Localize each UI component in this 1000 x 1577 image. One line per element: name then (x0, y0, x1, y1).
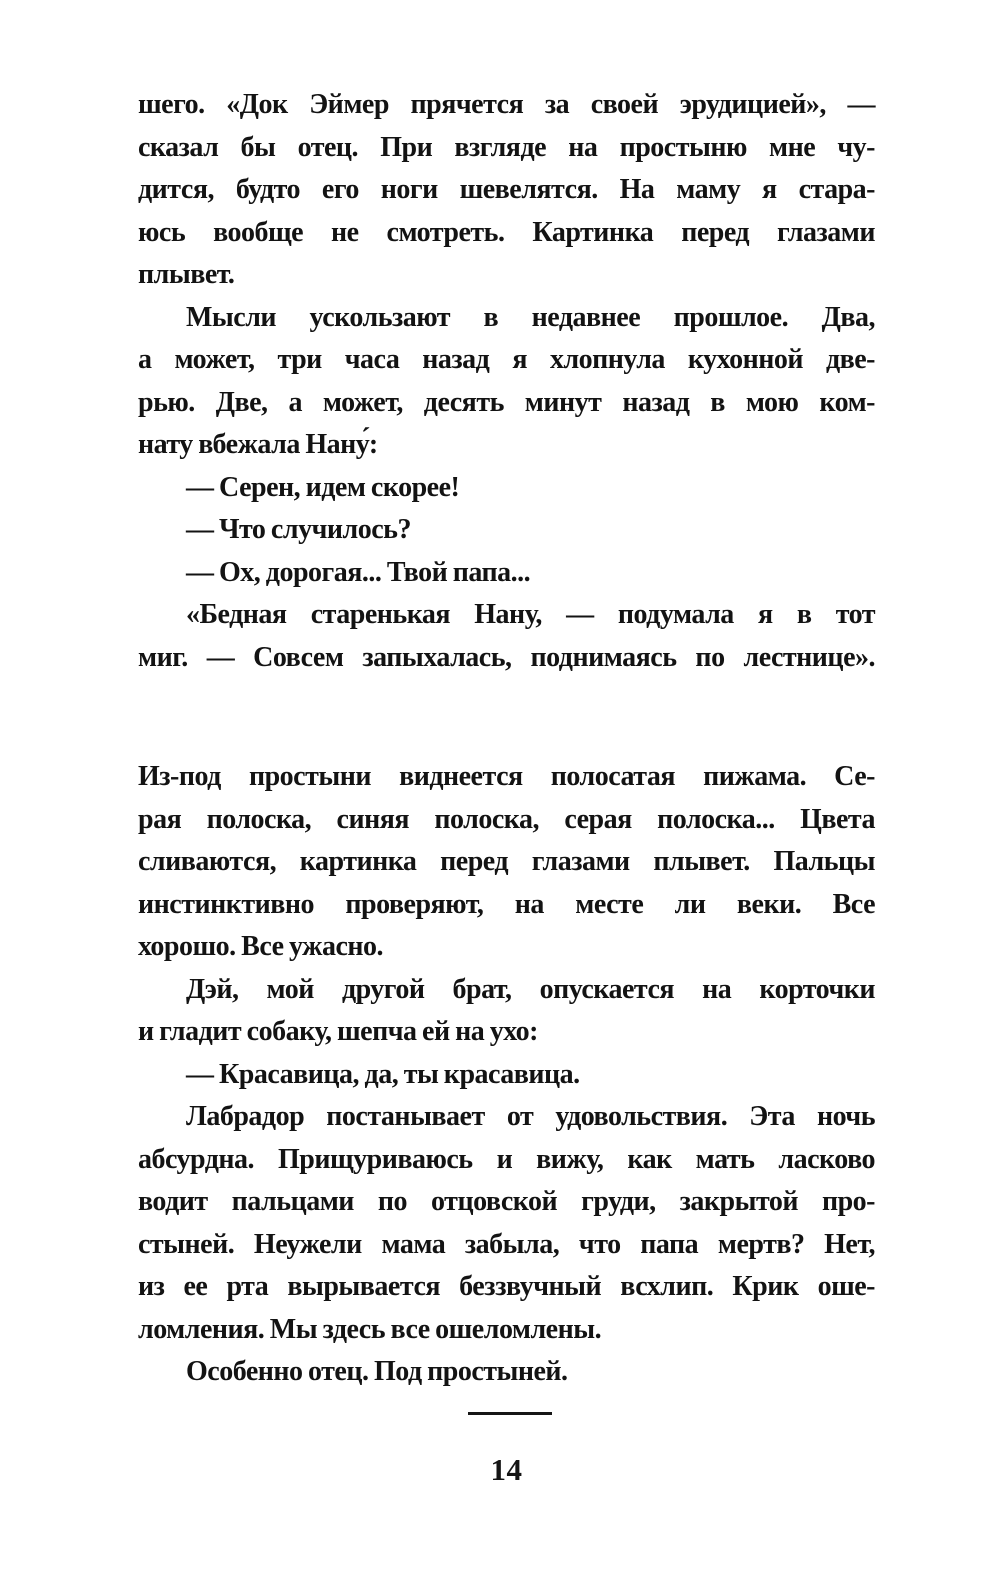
page-number: 14 (490, 1452, 523, 1487)
text-line: нату вбежала Нану́: (138, 429, 378, 460)
paragraph (138, 552, 875, 595)
text-line: водит пальцами по отцовской груди, закрытой про- (138, 1186, 875, 1217)
text-line: абсурдна. Прищуриваюсь и вижу, как мать ласково (138, 1143, 875, 1175)
paragraph (138, 1351, 875, 1394)
text-line: хорошо. Все ужасно. (138, 931, 384, 962)
paragraph (138, 969, 875, 1054)
text-line: ломления. Мы здесь все ошеломлены. (138, 1313, 602, 1345)
text-line: рью. Две, а может, десять минут назад в мою ком- (138, 386, 875, 418)
text-line: шего. «Док Эймер прячется за своей эрудицией», — (138, 89, 875, 120)
text-line: сказал бы отец. При взгляде на простыню мне чу- (138, 131, 875, 163)
text-column (138, 84, 875, 1394)
text-line: инстинктивно проверяют, на месте ли веки. Все (138, 888, 875, 920)
text-line: — Серен, идем скорее! (186, 471, 460, 503)
paragraph (138, 297, 875, 467)
text-line: Мысли ускользают в недавнее прошлое. Два, (186, 301, 875, 333)
text-line: «Бедная старенькая Нану, — подумала я в тот (186, 599, 875, 630)
text-line: Особенно отец. Под простыней. (186, 1356, 568, 1387)
text-line: Лабрадор постанывает от удовольствия. Эта ночь (186, 1101, 875, 1132)
text-line: рая полоска, синяя полоска, серая полоска... Цвета (138, 803, 875, 835)
paragraph (138, 756, 875, 969)
text-line: Из-под простыни виднеется полосатая пижама. Се- (138, 761, 875, 792)
text-line: и гладит собаку, шепча ей на ухо: (138, 1016, 538, 1047)
text-line: Дэй, мой другой брат, опускается на корточки (186, 973, 875, 1005)
paragraph (138, 1096, 875, 1351)
paragraph (138, 594, 875, 679)
text-line: а может, три часа назад я хлопнула кухонной две- (138, 344, 875, 375)
text-line: дится, будто его ноги шевелятся. На маму я стара- (138, 174, 875, 205)
text-line: из ее рта вырывается беззвучный всхлип. Крик оше- (138, 1271, 875, 1302)
text-line: юсь вообще не смотреть. Картинка перед глазами (138, 216, 875, 248)
text-line: — Что случилось? (186, 514, 411, 545)
text-line: плывет. (138, 259, 235, 290)
text-line: — Красавица, да, ты красавица. (186, 1058, 580, 1090)
text-line: сливаются, картинка перед глазами плывет. Пальцы (138, 846, 875, 877)
section-divider (468, 1412, 552, 1415)
paragraph (138, 509, 875, 552)
paragraph (138, 467, 875, 510)
text-line: миг. — Совсем запыхалась, поднимаясь по лестнице». (138, 641, 875, 673)
paragraph (138, 1054, 875, 1097)
paragraph (138, 84, 875, 297)
section-break (138, 679, 875, 756)
text-line: стыней. Неужели мама забыла, что папа мертв? Нет, (138, 1228, 875, 1260)
text-line: — Ох, дорогая... Твой папа... (186, 556, 531, 588)
